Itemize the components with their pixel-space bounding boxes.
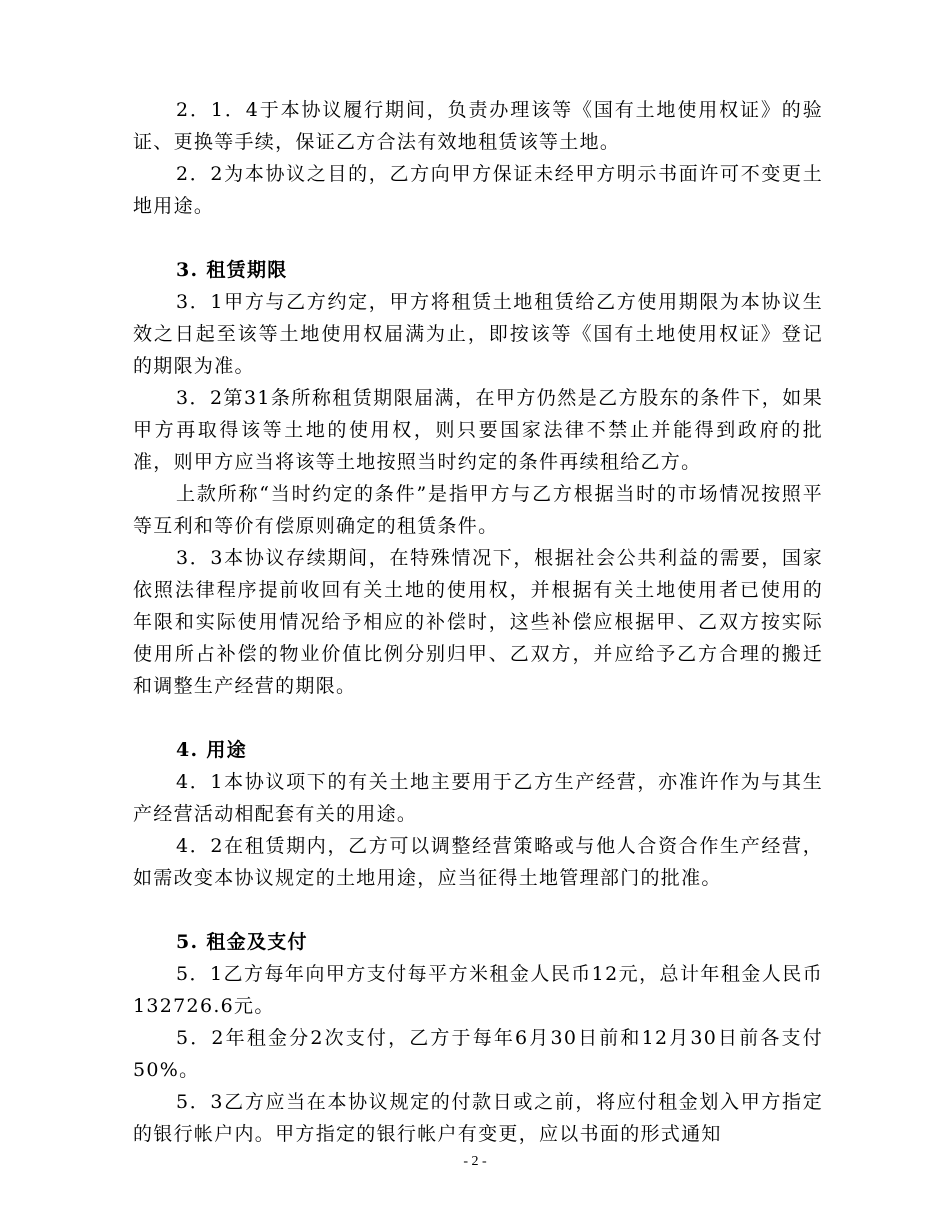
paragraph: 2．1．4于本协议履行期间，负责办理该等《国有土地使用权证》的验证、更换等手续，保证乙方合法有效地租赁该等土地。 [133, 99, 823, 153]
paragraph: 5．1乙方每年向甲方支付每平方米租金人民币12元，总计年租金人民币132726.6元。 [133, 963, 823, 1017]
paragraph: 2．2为本协议之目的，乙方向甲方保证未经甲方明示书面许可不变更土地用途。 [133, 163, 823, 217]
section-heading-lease-term: 3. 租赁期限 [176, 259, 288, 281]
paragraph: 5．2年租金分2次支付，乙方于每年6月30日前和12月30日前各支付50%。 [133, 1027, 823, 1081]
page-number: - 2 - [463, 1154, 487, 1169]
paragraph: 4．2在租赁期内，乙方可以调整经营策略或与他人合资合作生产经营，如需改变本协议规定的土地用途，应当征得土地管理部门的批准。 [133, 835, 823, 889]
section-heading-usage: 4. 用途 [176, 739, 247, 761]
paragraph: 3．1甲方与乙方约定，甲方将租赁土地租赁给乙方使用期限为本协议生效之日起至该等土地使用权届满为止，即按该等《国有土地使用权证》登记的期限为准。 [133, 291, 823, 377]
spacer [133, 894, 823, 926]
section-heading-rent-payment: 5. 租金及支付 [176, 931, 308, 953]
spacer [133, 222, 823, 254]
document-body [133, 94, 823, 1150]
paragraph: 4．1本协议项下的有关土地主要用于乙方生产经营，亦准许作为与其生产经营活动相配套有关的用途。 [133, 771, 823, 825]
paragraph: 3．3本协议存续期间，在特殊情况下，根据社会公共利益的需要，国家依照法律程序提前收回有关土地的使用权，并根据有关土地使用者已使用的年限和实际使用情况给予相应的补偿时，这些补偿应根据甲、乙双方按实际使用所占补偿的物业价值比例分别归甲、乙双方，并应给予乙方合理的搬迁和调整生产经营的期限。 [133, 547, 823, 697]
spacer [133, 702, 823, 734]
paragraph: 上款所称“当时约定的条件”是指甲方与乙方根据当时的市场情况按照平等互利和等价有偿原则确定的租赁条件。 [133, 483, 823, 537]
paragraph: 3．2第31条所称租赁期限届满，在甲方仍然是乙方股东的条件下，如果甲方再取得该等土地的使用权，则只要国家法律不禁止并能得到政府的批准，则甲方应当将该等土地按照当时约定的条件再续租给乙方。 [133, 387, 823, 473]
paragraph: 5．3乙方应当在本协议规定的付款日或之前，将应付租金划入甲方指定的银行帐户内。甲方指定的银行帐户有变更，应以书面的形式通知 [133, 1091, 823, 1145]
